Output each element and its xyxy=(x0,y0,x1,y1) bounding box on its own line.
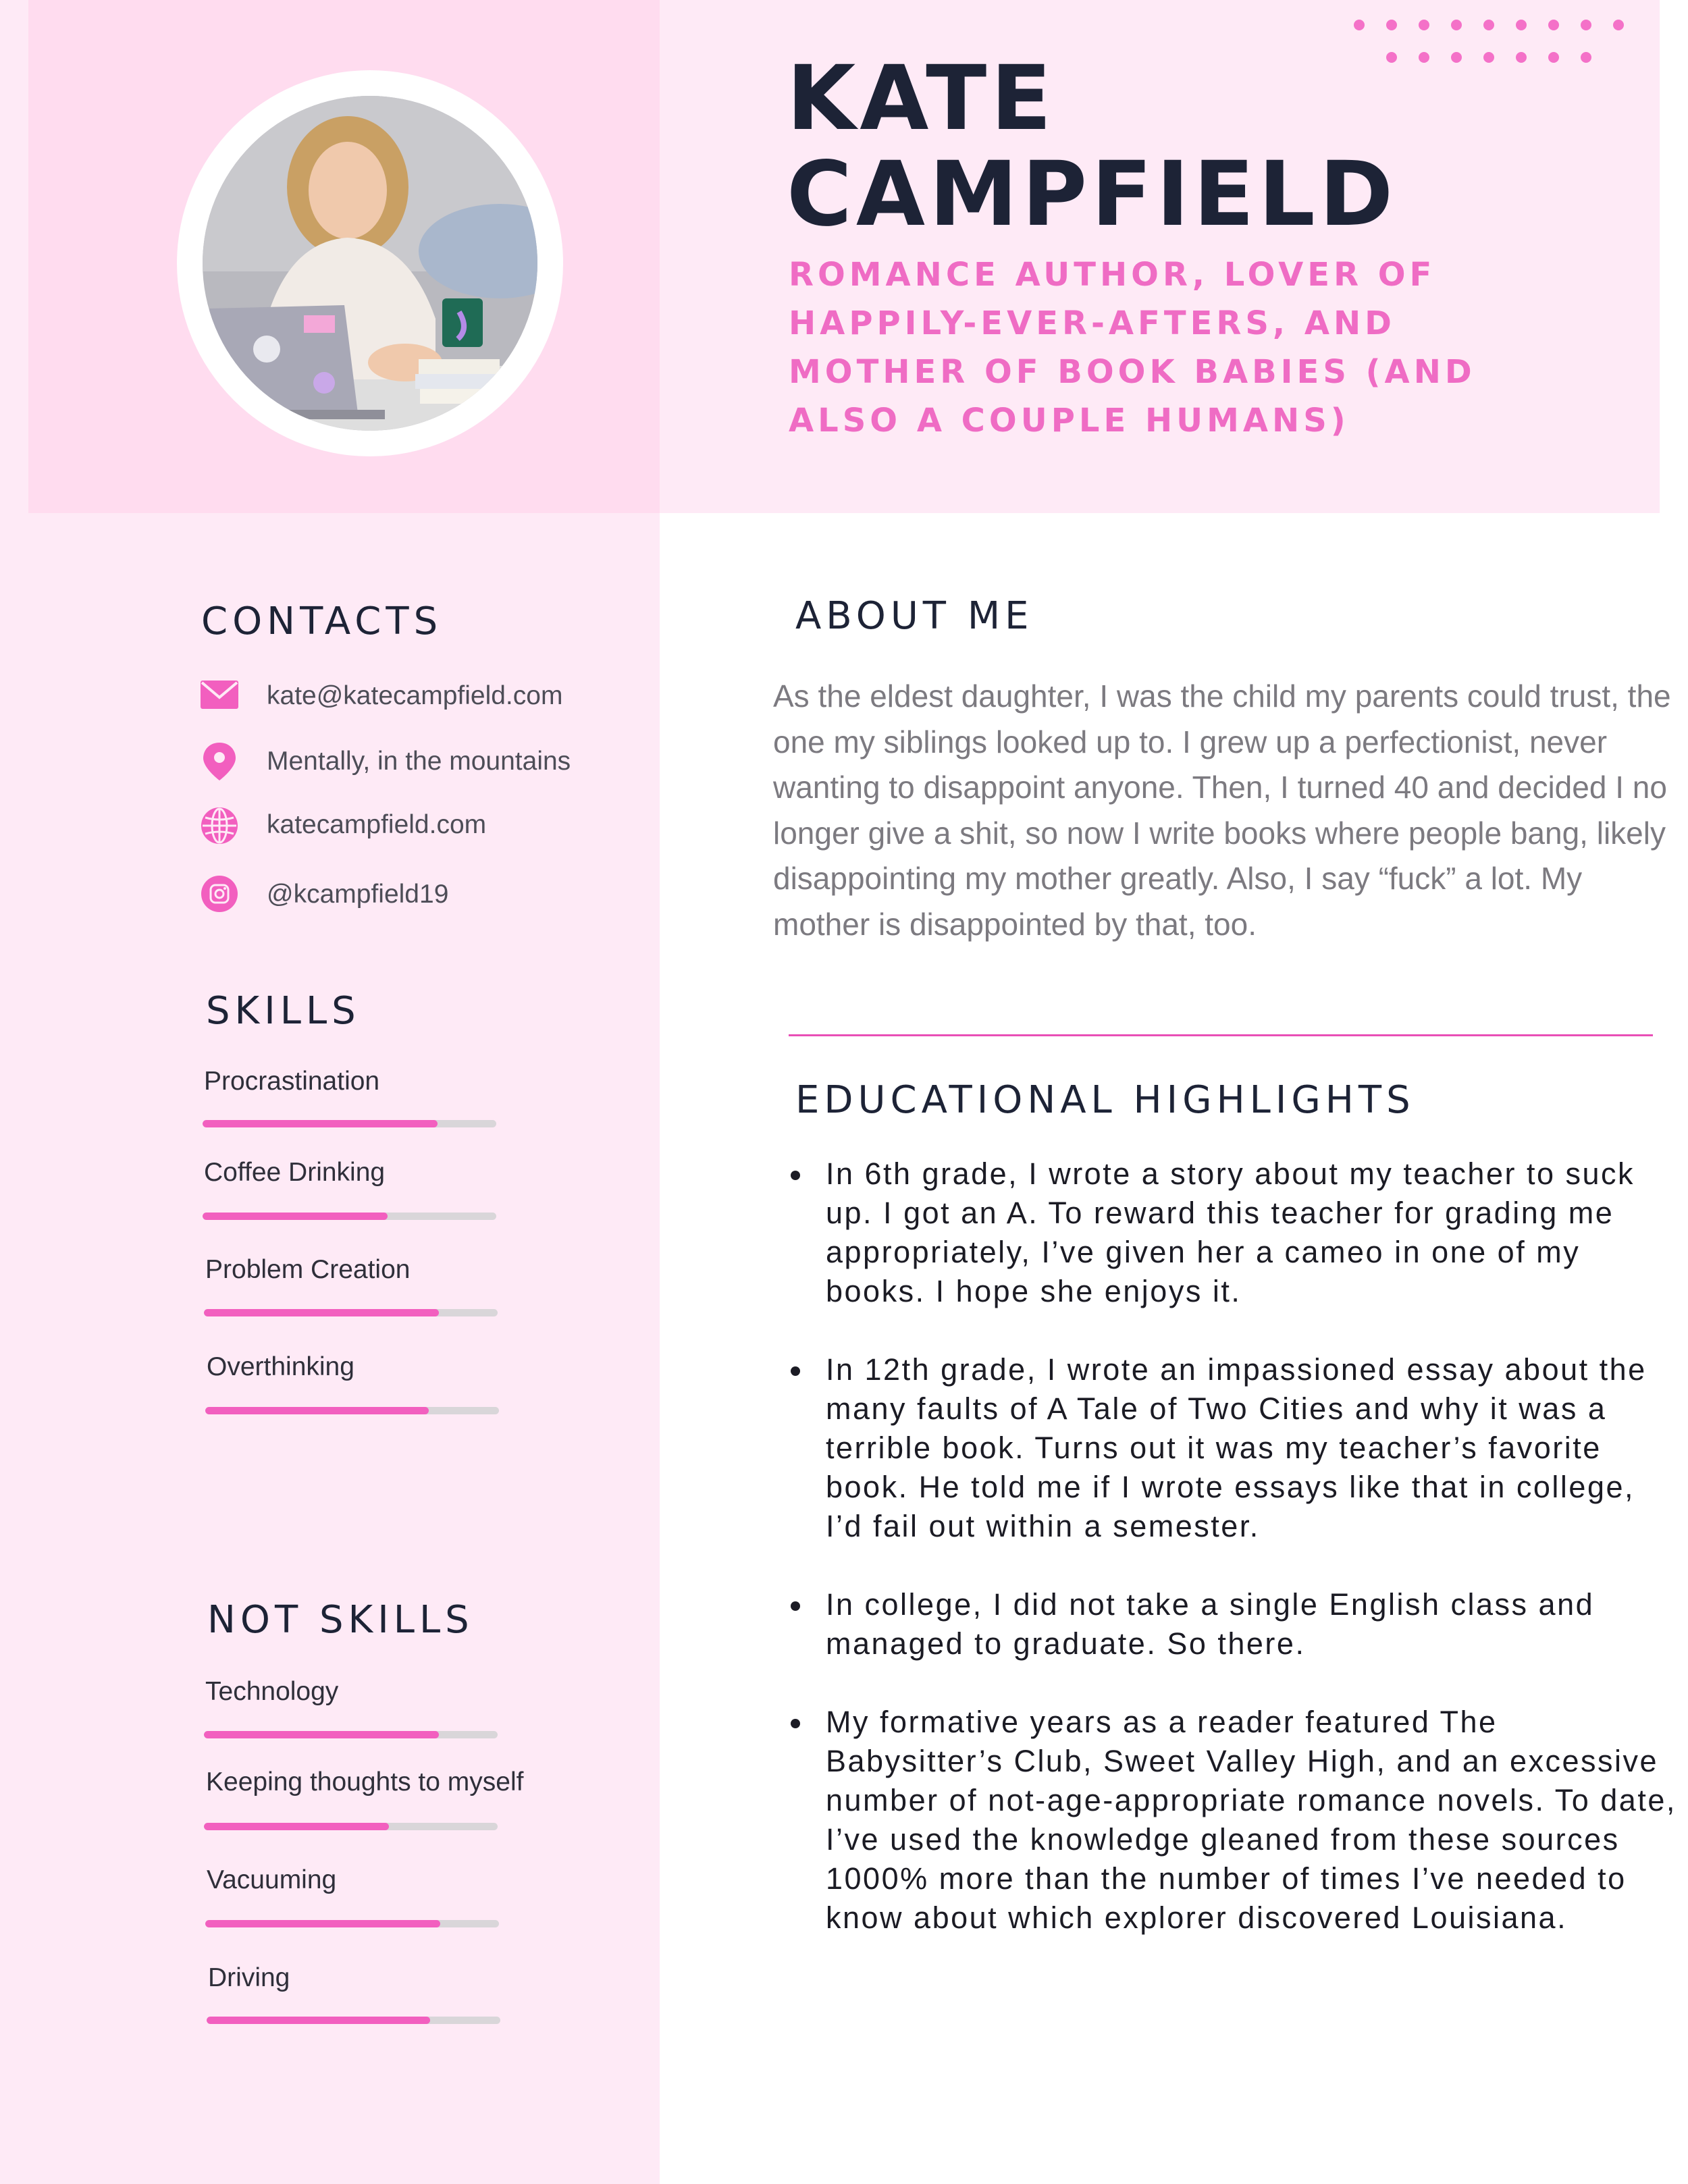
dot xyxy=(1581,20,1591,30)
dot xyxy=(1386,20,1397,30)
dot xyxy=(1548,20,1559,30)
not-skill-label: Vacuuming xyxy=(207,1865,337,1894)
dot xyxy=(1451,52,1462,63)
not-skill-bar-track xyxy=(205,1920,499,1927)
last-name: CAMPFIELD xyxy=(787,142,1398,246)
tagline-line: HAPPILY-EVER-AFTERS, AND xyxy=(789,304,1396,342)
not-skills-title: NOT SKILLS xyxy=(207,1598,474,1642)
skill-bar-track xyxy=(204,1309,498,1316)
skill-bar-fill xyxy=(205,1407,429,1414)
dot xyxy=(1516,52,1527,63)
skill-bar-track xyxy=(205,1407,499,1414)
skill-bar-fill xyxy=(204,1309,439,1316)
not-skill-label: Driving xyxy=(208,1963,290,1992)
contact-website[interactable]: katecampfield.com xyxy=(267,810,487,839)
about-title: ABOUT ME xyxy=(795,594,1034,638)
list-item: In college, I did not take a single English class and managed to graduate. So there. xyxy=(783,1585,1681,1663)
about-text: As the eldest daughter, I was the child my parents could trust, the one my siblings looked up to. I grew up a perfectionist, never wanting to disappoint anyone. Then, I turned 40 and decided I no longer give a shit, so now I write books where people bang, likely disappointing my mother greatly. Also, I say “fuck” a lot. My mother is disappointed by that, too. xyxy=(773,678,1671,942)
dot xyxy=(1613,20,1624,30)
dot xyxy=(1419,52,1429,63)
skill-label: Procrastination xyxy=(204,1067,380,1096)
not-skill-label: Keeping thoughts to myself xyxy=(206,1767,524,1796)
not-skill-bar-track xyxy=(204,1731,498,1738)
contact-email[interactable]: kate@katecampfield.com xyxy=(267,681,563,710)
tagline-line: ALSO A COUPLE HUMANS) xyxy=(789,402,1350,440)
dot xyxy=(1516,20,1527,30)
profile-photo-illustration xyxy=(203,96,537,431)
not-skill-label: Technology xyxy=(205,1677,339,1706)
list-item: In 6th grade, I wrote a story about my teacher to suck up. I got an A. To reward this teacher for grading me appropriately, I’ve given her a cameo in one of my books. I hope she enjoys it. xyxy=(783,1154,1681,1311)
skill-bar-fill xyxy=(203,1213,388,1220)
dot xyxy=(1548,52,1559,63)
dot xyxy=(1354,20,1365,30)
section-divider xyxy=(789,1034,1653,1036)
skill-label: Problem Creation xyxy=(205,1255,411,1284)
list-item: In 12th grade, I wrote an impassioned essay about the many faults of A Tale of Two Cities and why it was a terrible book. Turns out it was my teacher’s favorite book. He told me if I wrote essays like that in college, I’d fail out within a semester. xyxy=(783,1350,1681,1546)
contacts-title: CONTACTS xyxy=(201,600,443,643)
email-icon xyxy=(201,676,238,714)
dot xyxy=(1386,52,1397,63)
dot xyxy=(1483,52,1494,63)
location-pin-icon xyxy=(201,741,238,779)
skill-label: Overthinking xyxy=(207,1352,354,1381)
not-skill-bar-fill xyxy=(204,1823,389,1830)
not-skill-bar-track xyxy=(207,2017,500,2024)
first-name: KATE xyxy=(787,47,1056,151)
dot xyxy=(1419,20,1429,30)
not-skill-bar-fill xyxy=(204,1731,439,1738)
contact-location: Mentally, in the mountains xyxy=(267,747,571,776)
globe-icon xyxy=(201,807,238,845)
skill-label: Coffee Drinking xyxy=(204,1158,386,1187)
dot xyxy=(1451,20,1462,30)
profile-photo xyxy=(203,96,537,431)
tagline-line: ROMANCE AUTHOR, LOVER OF xyxy=(789,256,1436,294)
education-title: EDUCATIONAL HIGHLIGHTS xyxy=(795,1078,1415,1122)
skill-bar-track xyxy=(203,1213,496,1220)
not-skill-bar-fill xyxy=(205,1920,440,1927)
education-list xyxy=(783,1154,1681,1977)
skills-title: SKILLS xyxy=(206,989,361,1033)
tagline-line: MOTHER OF BOOK BABIES (AND xyxy=(789,353,1476,391)
not-skill-bar-fill xyxy=(207,2017,430,2024)
not-skill-bar-track xyxy=(204,1823,498,1830)
skill-bar-track xyxy=(203,1120,496,1127)
instagram-icon xyxy=(201,875,238,913)
dot xyxy=(1483,20,1494,30)
list-item: My formative years as a reader featured The Babysitter’s Club, Sweet Valley High, and an excessive number of not-age-appropriate romance novels. To date, I’ve used the knowledge gleaned from these sources 1000% more than the number of times I’ve needed to know about which explorer discovered Louisiana. xyxy=(783,1703,1681,1938)
dot xyxy=(1581,52,1591,63)
skill-bar-fill xyxy=(203,1120,438,1127)
contact-instagram[interactable]: @kcampfield19 xyxy=(267,880,449,909)
